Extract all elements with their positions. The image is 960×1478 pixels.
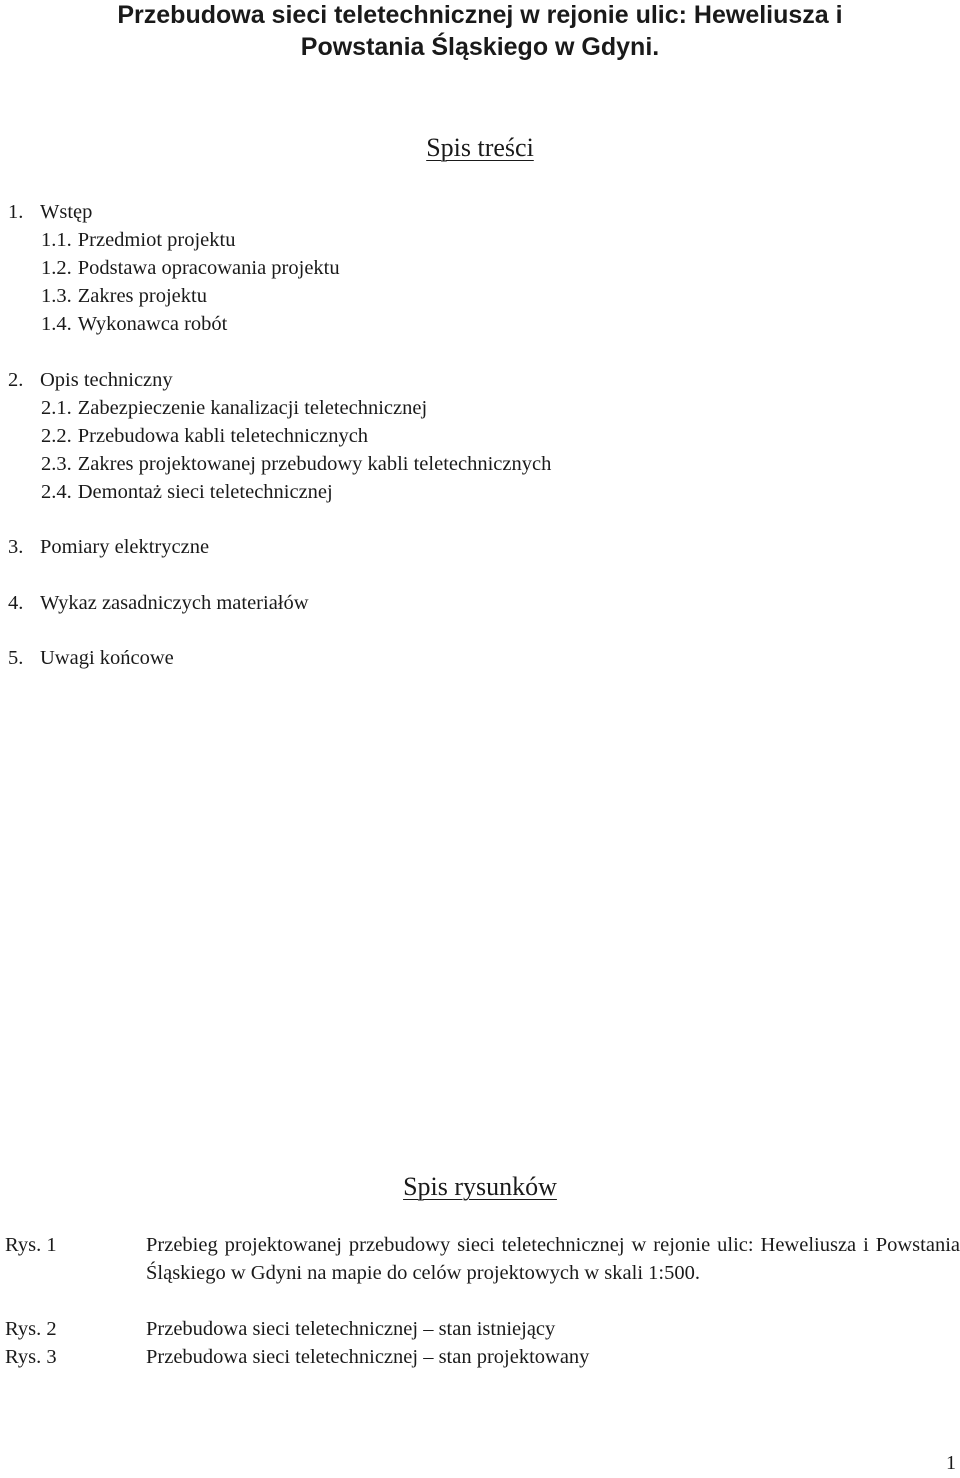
toc-item-number: 1.3. [41,285,72,307]
toc-item-label: Przedmiot projektu [77,229,236,251]
toc-item-number: 2.3. [41,453,72,475]
toc-item-number: 1.1. [41,229,72,251]
toc-item-number: 4. [8,592,24,614]
toc-item-label: Zabezpieczenie kanalizacji teletechnicznej [77,397,428,419]
toc-item [8,645,174,671]
toc-item-label: Pomiary elektryczne [40,536,210,558]
toc-item-label: Przebudowa kabli teletechnicznych [77,425,369,447]
toc-item-number: 3. [8,536,24,558]
toc-item [41,227,235,253]
figure-description: Przebudowa sieci teletechnicznej – stan projektowany [146,1346,590,1368]
toc-item-label: Podstawa opracowania projektu [77,257,340,279]
figure-description: Przebieg projektowanej przebudowy sieci teletechnicznej w rejonie ulic: Heweliusza i Powstania Śląskiego w Gdyni na mapie do celów projektowych w skali 1:500. [146,1234,960,1284]
toc-item-number: 2. [8,369,24,391]
toc-item [8,590,309,616]
toc-item [8,199,92,225]
document-title-line-1: Przebudowa sieci teletechnicznej w rejonie ulic: Heweliusza i [117,1,843,29]
toc-item-label: Uwagi końcowe [40,647,174,669]
toc-item-label: Wykaz zasadniczych materiałów [40,592,309,614]
toc-item-label: Demontaż sieci teletechnicznej [77,481,333,503]
toc-item-number: 2.2. [41,425,72,447]
figure-label: Rys. 2 [5,1318,57,1340]
toc-item [8,534,209,560]
toc-item [41,451,551,477]
toc-item [41,479,333,505]
figures-heading: Spis rysunków [403,1172,557,1201]
figure-label: Rys. 1 [5,1234,57,1256]
toc-item-number: 2.4. [41,481,72,503]
document-title [0,0,960,63]
toc-item [41,311,227,337]
toc-heading: Spis treści [426,133,534,162]
page-number: 1 [946,1452,956,1474]
toc-item-label: Opis techniczny [40,369,173,391]
toc-item-number: 1.2. [41,257,72,279]
toc-item-label: Zakres projektu [77,285,207,307]
toc-item [41,283,207,309]
toc-item [8,367,173,393]
toc-item [41,423,368,449]
toc-item [41,255,340,281]
document-title-line-2: Powstania Śląskiego w Gdyni. [300,33,660,61]
toc-item-label: Wykonawca robót [77,313,228,335]
toc-item-number: 1. [8,201,24,223]
toc-item-number: 1.4. [41,313,72,335]
toc-item-number: 5. [8,647,24,669]
toc-item-label: Zakres projektowanej przebudowy kabli teletechnicznych [77,453,552,475]
toc-item-number: 2.1. [41,397,72,419]
figure-description: Przebudowa sieci teletechnicznej – stan istniejący [146,1318,556,1340]
toc-item [41,395,427,421]
toc-item-label: Wstęp [40,201,93,223]
figure-label: Rys. 3 [5,1346,57,1368]
